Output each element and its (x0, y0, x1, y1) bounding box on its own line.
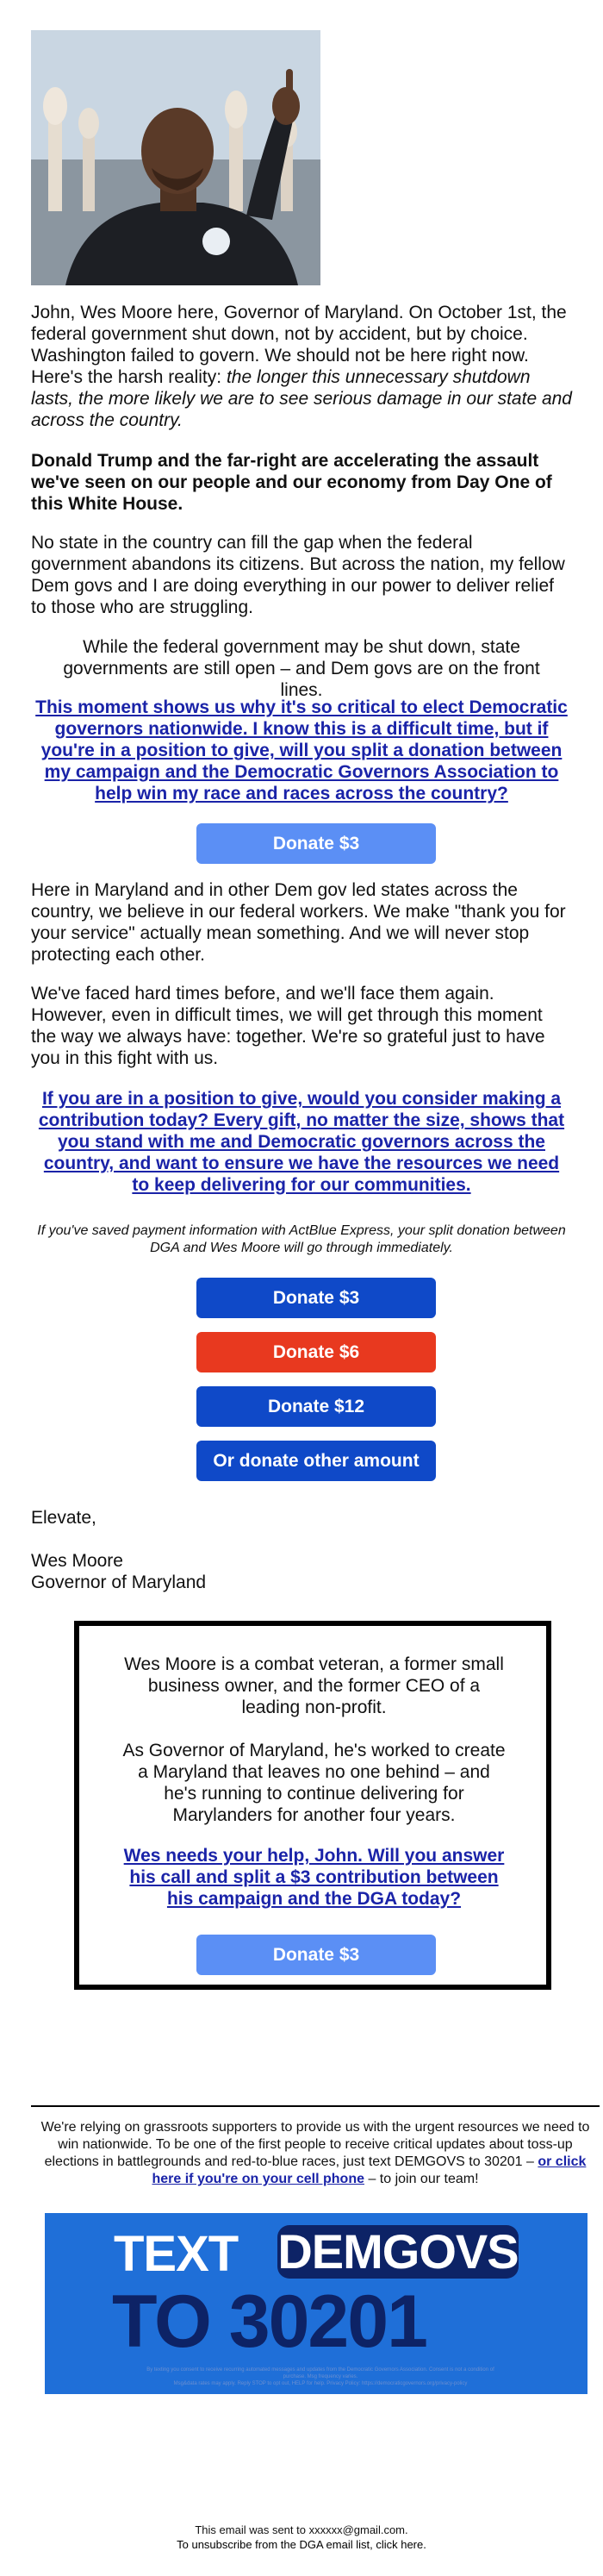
box-donation-link[interactable]: Wes needs your help, John. Will you answer his call and split a $3 contribution between his campaign and the DGA today? (123, 1846, 505, 1909)
banner-fine-print-2: Msg&data rates may apply. Reply STOP to opt out, HELP for help. Privacy Policy: https://democraticgovernors.org/privacy-policy (173, 2381, 468, 2386)
banner-keyword: DEMGOVS (277, 2224, 519, 2279)
paragraph-hard-times: We've faced hard times before, and we'll face them again. However, even in difficult times, we will get through this moment the way we always have: together. We're so grateful just to have you in this fight with us. (31, 984, 545, 1068)
text-demgovs-banner[interactable] (45, 2213, 587, 2394)
donate-3-button-2[interactable]: Donate $3 (196, 1278, 436, 1318)
paragraph-shutdown: While the federal government may be shut down, state governments are still open – and Dem govs are on the front lines. (63, 637, 540, 700)
donate-other-button[interactable]: Or donate other amount (196, 1441, 436, 1481)
signoff-title: Governor of Maryland (31, 1572, 207, 1592)
donation-link-1[interactable]: This moment shows us why it's so critical to elect Democratic governors nationwide. I know this is a difficult time, but if you're in a position to give, will you split a donation between my campaign and the Democratic Governors Association to help win my race and races across the country? (35, 697, 568, 803)
intro-text: John, Wes Moore here, Governor of Maryland. On October 1st, the federal government shut down, not by accident, but by choice. Washington failed to govern. We should not be here right now. Here's the harsh reality: (31, 303, 567, 387)
footer-sent-to: This email was sent to xxxxxx@gmail.com. (195, 2523, 408, 2536)
grassroots-text: We're relying on grassroots supporters to provide us with the urgent resources we need to win nationwide. To be one of the first people to receive critical updates about toss-up elections in battlegrounds and red-to-blue races, just text DEMGOVS to 30201 – (40, 2120, 590, 2169)
banner-fine-print-1: By texting you consent to receive recurring automated messages and updates from the Democratic Governors Association. Consent is not a condition of purchase. Msg frequency varies. (146, 2367, 494, 2379)
donate-3-button[interactable]: Donate $3 (196, 823, 436, 864)
paragraph-maryland: Here in Maryland and in other Dem gov led states across the country, we believe in our federal workers. We make "thank you for your service" actually mean something. And we will never stop protecting each other. (31, 880, 566, 965)
donate-12-button[interactable]: Donate $12 (196, 1386, 436, 1427)
paragraph-no-state: No state in the country can fill the gap when the federal government abandons its citizens. But across the nation, my fellow Dem govs and I are doing everything in our power to deliver relief to those who are struggling. (31, 533, 565, 617)
box-donate-3-button[interactable]: Donate $3 (196, 1935, 436, 1975)
grassroots-paragraph (31, 2119, 600, 2188)
actblue-note: If you've saved payment information with ActBlue Express, your split donation between DGA and Wes Moore will go through immediately. (37, 1223, 566, 1255)
hero-photo (31, 30, 320, 285)
governor-photo-illustration (31, 30, 320, 285)
divider (31, 2105, 600, 2107)
banner-to-line: TO 30201 (112, 2280, 426, 2363)
signoff-elevate: Elevate, (31, 1508, 96, 1528)
unsubscribe-link[interactable]: To unsubscribe from the DGA email list, click here. (177, 2538, 426, 2551)
grassroots-tail: – to join our team! (364, 2172, 479, 2186)
callout-box (74, 1621, 551, 1990)
box-record: As Governor of Maryland, he's worked to create a Maryland that leaves no one behind – and he's running to continue delivering for Marylanders for another four years. (122, 1741, 506, 1825)
box-bio: Wes Moore is a combat veteran, a former small business owner, and the former CEO of a leading non-profit. (124, 1654, 504, 1717)
intro-paragraph (31, 302, 572, 431)
footer-unsubscribe (0, 2538, 603, 2552)
donation-link-2[interactable]: If you are in a position to give, would you consider making a contribution today? Every gift, no matter the size, shows that you stand with me and Democratic governors across the country, and want to ensure we have the resources we need to keep delivering for our communities. (38, 1089, 565, 1195)
headline: Donald Trump and the far-right are accelerating the assault we've seen on our people and our economy from Day One of this White House. (31, 451, 552, 514)
banner-text-word: TEXT (114, 2226, 239, 2282)
signoff-name: Wes Moore (31, 1551, 123, 1571)
donate-6-button[interactable]: Donate $6 (196, 1332, 436, 1372)
cell-phone-link[interactable]: or click here if you're on your cell phone (152, 2154, 587, 2186)
intro-italic: the longer this unnecessary shutdown lasts, the more likely we are to see serious damage in our state and across the country. (31, 367, 572, 430)
